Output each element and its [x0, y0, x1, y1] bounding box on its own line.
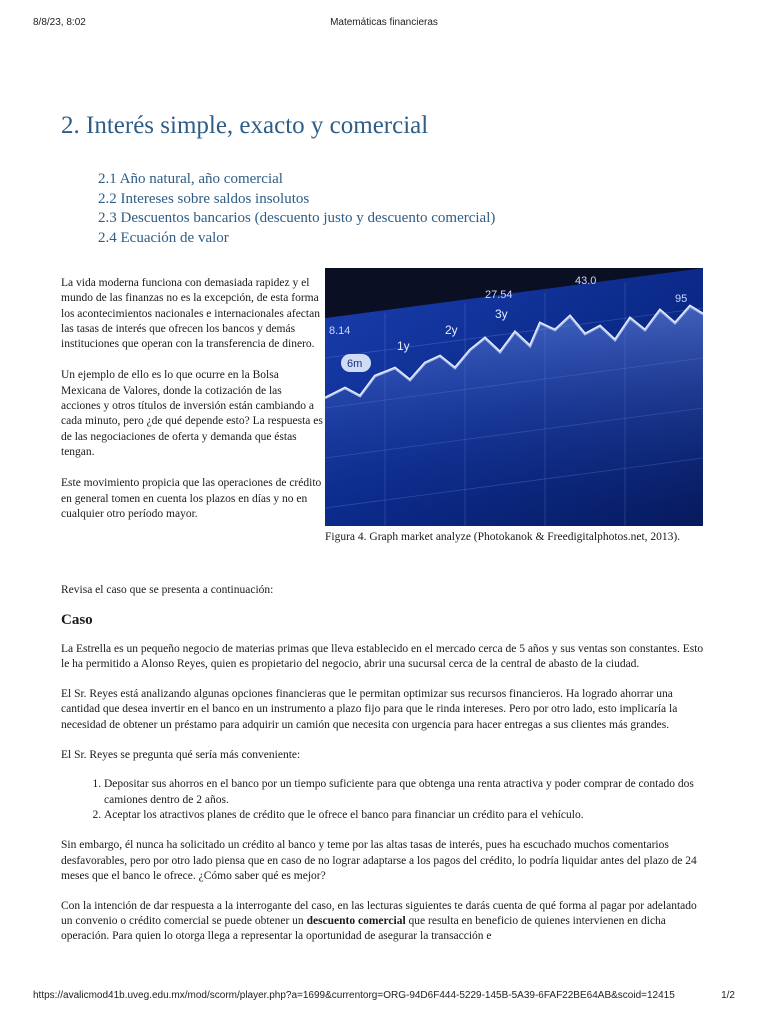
options-list	[61, 777, 711, 823]
case-paragraph: El Sr. Reyes se pregunta qué sería más conveniente:	[61, 748, 301, 761]
page-url: https://avalicmod41b.uveg.edu.mx/mod/scorm/player.php?a=1699&currentorg=ORG-94D6F444-5229-145B-5A39-6FAF22BE64AB&scoid=12415	[33, 990, 675, 1001]
list-item: 1. Depositar sus ahorros en el banco por un tiempo suficiente para que obtenga una renta atractiva y poder comprar de contado dos camiones dentro de 2 años.	[104, 777, 711, 808]
case-section	[61, 583, 711, 943]
case-paragraph	[61, 899, 711, 943]
case-text: Con la intención de dar respuesta a la interrogante del caso, en las lecturas siguientes te darás cuenta de qué forma al pagar por adelantado un convenio o crédito comercial se puede obtener un	[61, 899, 697, 927]
timeframe-label-3y: 3y	[495, 307, 508, 321]
table-of-contents	[98, 170, 495, 249]
print-date: 8/8/23, 8:02	[33, 17, 86, 28]
timeframe-label-2y: 2y	[445, 323, 458, 337]
case-paragraph: El Sr. Reyes está analizando algunas opciones financieras que le permitan optimizar sus recursos financieros. Ha logrado ahorrar una cantidad que desea invertir en el banco en un instrumento a plazo fijo para que le rinda intereses. Pero por otro lado, esto implicaría la necesidad de obtener un préstamo para adquirir un camión que necesita con urgencia para hacer entregas a sus clientes más grandes.	[61, 688, 678, 731]
list-item: 2. Aceptar los atractivos planes de crédito que le ofrece el banco para financiar un crédito para el vehículo.	[104, 808, 711, 823]
print-title: Matemáticas financieras	[330, 17, 438, 28]
value-label: 95	[675, 293, 688, 305]
figure-caption: Figura 4. Graph market analyze (Photokanok & Freedigitalphotos.net, 2013).	[325, 531, 681, 543]
intro-paragraph: La vida moderna funciona con demasiada rapidez y el mundo de las finanzas no es la excepción, de esta forma los acontecimientos nacionales e internacionales afectan las tasas de interés que ofrecen los bancos y demás instituciones que operan con la transferencia de dinero.	[61, 277, 320, 351]
print-footer	[0, 990, 768, 1006]
case-paragraph: La Estrella es un pequeño negocio de materias primas que lleva establecido en el mercado cerca de 5 años y sus ventas son constantes. Esto le ha permitido a Alonso Reyes, quien es propietario del negocio, abrir una sucursal cerca de la central de abasto de la ciudad.	[61, 643, 704, 671]
timeframe-label-6m: 6m	[347, 358, 363, 370]
toc-link-2-1[interactable]: 2.1 Año natural, año comercial	[98, 171, 283, 187]
market-graph-image	[325, 268, 703, 526]
intro-text	[61, 276, 323, 538]
toc-link-2-3[interactable]: 2.3 Descuentos bancarios (descuento justo y descuento comercial)	[98, 210, 496, 227]
case-title: Caso	[61, 611, 93, 628]
print-header	[0, 17, 768, 33]
page-number: 1/2	[721, 990, 735, 1001]
case-paragraph: Sin embargo, él nunca ha solicitado un crédito al banco y teme por las altas tasas de interés, pues ha escuchado muchos comentarios desfavorables, pero por otro lado piensa que en caso de no lograr adaptarse a los pagos del crédito, lo podría liquidar antes del plazo de 24 meses que el banco le ofrece. ¿Cómo saber qué es mejor?	[61, 839, 697, 882]
review-line: Revisa el caso que se presenta a continuación:	[61, 584, 274, 596]
figure-market-graph	[325, 268, 703, 545]
intro-paragraph: Un ejemplo de ello es lo que ocurre en la Bolsa Mexicana de Valores, donde la cotización de las acciones y otros títulos de inversión están cambiando a cada minuto, pero ¿de qué depende esto? La respuesta es de las negociaciones de oferta y demanda que éstas tengan.	[61, 369, 323, 458]
bold-term: descuento comercial	[306, 914, 406, 927]
intro-paragraph: Este movimiento propicia que las operaciones de crédito en general tomen en cuenta los plazos en días y no en cualquier otro período mayor.	[61, 477, 322, 520]
value-label: 27.54	[485, 289, 513, 301]
case-text: que resulta en beneficio de quienes intervienen en dicha operación. Para quien lo otorga llega a representar la oportunidad de asegurar la transacción e	[61, 914, 666, 943]
toc-link-2-2[interactable]: 2.2 Intereses sobre saldos insolutos	[98, 190, 310, 207]
toc-link-2-4[interactable]: 2.4 Ecuación de valor	[98, 230, 229, 247]
timeframe-label-1y: 1y	[397, 339, 410, 353]
page-title: 2. Interés simple, exacto y comercial	[61, 112, 429, 139]
value-label: 43.0	[575, 275, 597, 287]
value-label: 8.14	[329, 325, 351, 337]
